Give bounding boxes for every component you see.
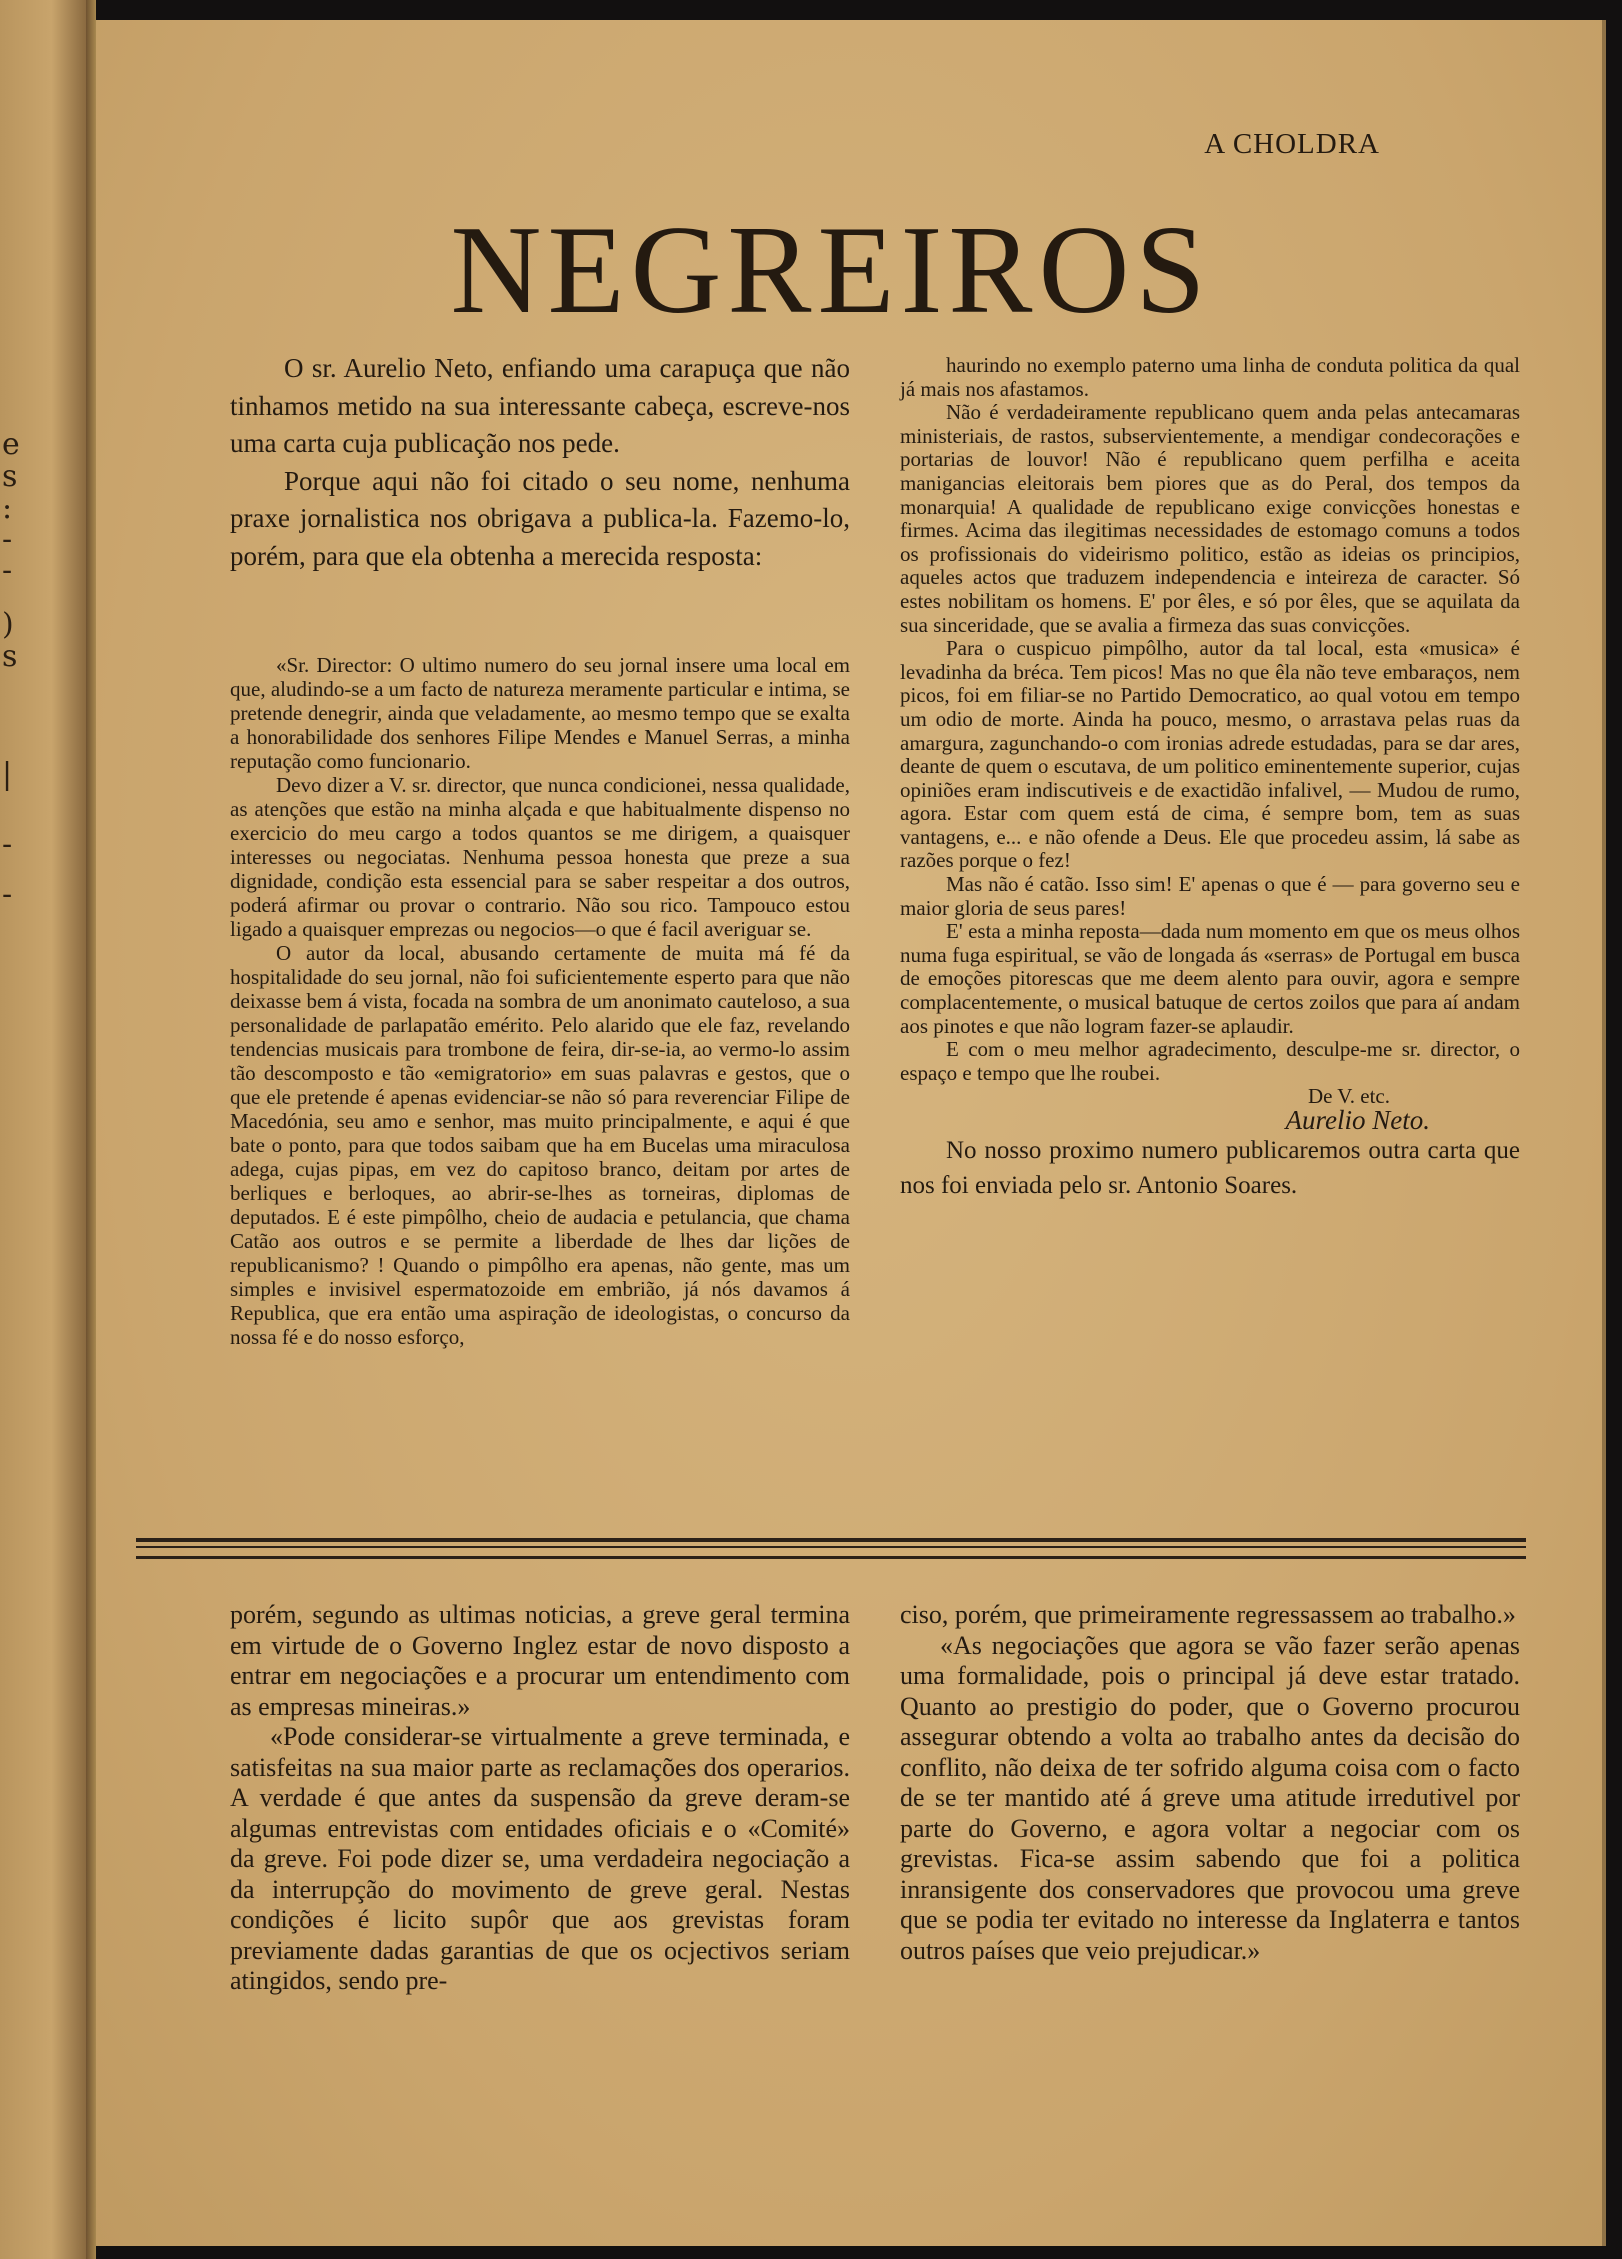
editorial-note: No nosso proximo numero publicaremos outra carta que nos foi enviada pelo sr. Antonio Soares. — [900, 1136, 1520, 1199]
continuation-column-left — [230, 1600, 850, 1997]
continuation-paragraph: «Pode considerar-se virtualmente a greve terminada, e satisfeitas na sua maior parte as reclamações dos operarios. A verdade é que antes da suspensão da greve deram-se algumas entrevistas com entidades oficiais e o «Comité» da greve. Foi pode dizer se, uma verdadeira negociação a da interrupção do movimento de greve geral. Nestas condições é licito supôr que aos grevistas foram previamente dadas garantias de que os ocjectivos seriam atingidos, sendo pre- — [230, 1722, 850, 1995]
letter-paragraph: O autor da local, abusando certamente de muita má fé da hospitalidade do seu jornal, não foi suficientemente esperto para que não deixasse bem á vista, focada na sombra de um anonimato cauteloso, a sua personalidade de parlapatão emérito. Pelo alarido que ele faz, revelando tendencias musicais para trombone de feira, dir-se-ia, ao vermo-lo assim tão descomposto e tão «emigratorio» em suas palavras e gestos, que o que ele pretende é apenas evidenciar-se não só para reverenciar Filipe de Macedónia, seu amo e senhor, mas muito principalmente, e aqui é que bate o ponto, para que todos saibam que ha em Bucelas uma miraculosa adega, cujas pipas, em vez do capitoso branco, deitam por artes de berliques e berloques, ao abrir-se-lhes as torneiras, diplomas de deputados. E é este pimpôlho, cheio de audacia e petulancia, que chama Catão aos outros e se permite a liberdade de lhes dar lições de republicanismo? ! Quando o pimpôlho era apenas, não gente, mas um simples e invisivel espermatozoide em embrião, já nós davamos á Republica, que era então uma aspiração de ideologistas, o concurso da nossa fé e do nosso esforço, — [230, 941, 850, 1349]
continuation-paragraph: ciso, porém, que primeiramente regressassem ao trabalho.» — [900, 1600, 1516, 1629]
lead-paragraph: O sr. Aurelio Neto, enfiando uma carapuça que não tinhamos metido na sua interessante cabeça, escreve-nos uma carta cuja publicação nos pede. — [230, 353, 850, 458]
letter-paragraph: «Sr. Director: O ultimo numero do seu jornal insere uma local em que, aludindo-se a um facto de natureza meramente particular e intima, se pretende denegrir, ainda que veladamente, ao mesmo tempo que se exalta a honorabilidade dos senhores Filipe Mendes e Manuel Serras, a minha reputação como funcionario. — [230, 653, 850, 773]
margin-fragment: - — [2, 522, 13, 557]
letter-paragraph: Devo dizer a V. sr. director, que nunca condicionei, nessa qualidade, as atenções que estão na minha alçada e que habitualmente dispenso no exercicio do meu cargo a todos quantos se me dirigem, a quaisquer interesses ou negociatas. Nenhuma pessoa honesta que preze a sua dignidade, condição esta essencial para se saber respeitar a dos outros, poderá afirmar ou provar o contrario. Não sou rico. Tampouco estou ligado a quaisquer emprezas ou negocios—o que é facil averiguar se. — [230, 773, 850, 941]
letter-column-right — [900, 354, 1520, 1203]
margin-fragment: - — [2, 553, 13, 588]
letter-paragraph: Para o cuspicuo pimpôlho, autor da tal local, esta «musica» é levadinha da bréca. Tem picos! Mas no que êla não teve embaraços, nem picos, foi em filiar-se no Partido Democratico, ao qual votou em tempo um odio de morte. Ainda ha pouco, mesmo, o arrastava pelas ruas da amargura, zagunchando-o com ironias adrede estudadas, para se dar ares, deante de quem o escutava, de um politico eminentemente superior, cujas opiniões eram indiscutiveis e de exactidão infalivel, — Mudou de rumo, agora. Estar com quem está de cima, é sempre bom, tem as suas vantagens, e... e não ofende a Deus. Ele que procedeu assim, lá sabe as razões porque o fez! — [900, 636, 1520, 873]
letter-sign-off: De V. etc. — [1307, 1084, 1390, 1109]
newspaper-page — [96, 20, 1606, 2246]
lead-column — [230, 350, 850, 575]
publication-name: A CHOLDRA — [1204, 128, 1380, 160]
continuation-paragraph: porém, segundo as ultimas noticias, a greve geral termina em virtude de o Governo Inglez estar de novo disposto a entrar em negociações e a procurar um entendimento com as empresas mineiras.» — [230, 1600, 850, 1721]
letter-column-left — [230, 653, 850, 1349]
margin-fragment: s — [2, 639, 18, 674]
letter-paragraph: Mas não é catão. Isso sim! E' apenas o que é — para governo seu e maior gloria de seus pares! — [900, 872, 1520, 920]
margin-fragment: - — [2, 827, 13, 862]
letter-paragraph: E com o meu melhor agradecimento, desculpe-me sr. director, o espaço e tempo que lhe roubei. — [900, 1037, 1520, 1085]
lead-paragraph: Porque aqui não foi citado o seu nome, nenhuma praxe jornalistica nos obrigava a publica-la. Fazemo-lo, porém, para que ela obtenha a merecida resposta: — [230, 465, 850, 571]
section-divider — [136, 1538, 1526, 1559]
article-headline: NEGREIROS — [450, 201, 1212, 340]
margin-fragment: | — [2, 757, 13, 792]
adjacent-page-edge — [0, 0, 86, 2259]
margin-fragment: e — [2, 427, 20, 462]
letter-paragraph: Não é verdadeiramente republicano quem anda pelas antecamaras ministeriais, de rastos, subservientemente, a mendigar condecorações e portarias de louvor! Não é republicano quem perfilha e aceita manigancias eleitorais bem piores que as do Peral, dos tempos da monarquia! A qualidade de republicano exige convicções honestas e firmes. Acima das ilegitimas necessidades de estomago comuns a todos os profissionais do videirismo politico, estão as ideias os principios, aqueles actos que traduzem independencia e inteireza de caracter. Só estes nobilitam os homens. E' por êles, e só por êles, que se aquilata da sua sinceridade, que se avalia a firmeza das suas convicções. — [900, 400, 1520, 637]
continuation-paragraph: «As negociações que agora se vão fazer serão apenas uma formalidade, pois o principal já deve estar tratado. Quanto ao prestigio do poder, que o Governo procurou assegurar obtendo a volta ao trabalho antes da decisão do conflito, não deixa de ter sofrido alguma coisa com o facto de se ter mantido até á greve uma atitude irredutivel por parte do Governo, e agora voltar a negociar com os grevistas. Fica-se assim sabendo que foi a politica inransigente dos conservadores que provocou uma greve que se podia ter evitado no interesse da Inglaterra e tantos outros países que veio prejudicar.» — [900, 1630, 1520, 1965]
margin-fragment: : — [2, 491, 13, 526]
letter-signature: Aurelio Neto. — [1285, 1105, 1430, 1135]
page-spine — [86, 0, 96, 2259]
margin-fragment: s — [2, 459, 18, 494]
margin-fragment: - — [2, 877, 13, 912]
margin-fragment: ) — [2, 607, 14, 642]
continuation-column-right — [900, 1600, 1520, 1966]
letter-paragraph: haurindo no exemplo paterno uma linha de conduta politica da qual já mais nos afastamos. — [900, 353, 1520, 401]
letter-paragraph: E' esta a minha reposta—dada num momento em que os meus olhos numa fuga espiritual, se vão de longada ás «serras» de Portugal em busca de emoções pitorescas que me deem alento para ouvir, agora e sempre complacentemente, o musical batuque de certos zoilos que para aí andam aos pinotes e que não logram fazer-se aplaudir. — [900, 919, 1520, 1038]
